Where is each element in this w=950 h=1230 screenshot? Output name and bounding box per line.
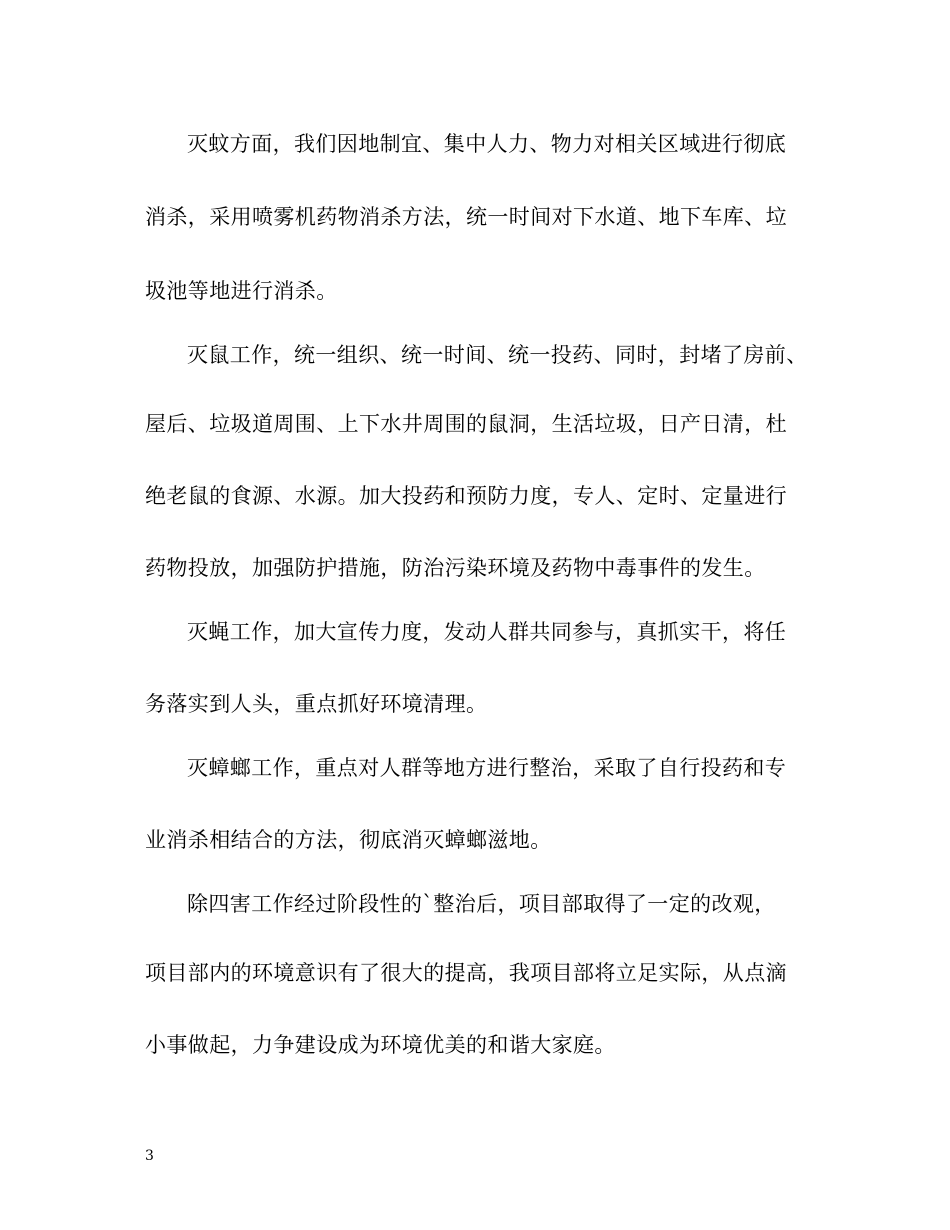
text-line: 圾池等地进行消杀。 [145,279,338,303]
text-line: 除四害工作经过阶段性的`整治后，项目部取得了一定的改观， [187,892,776,916]
text-line: 屋后、垃圾道周围、上下水井周围的鼠洞，生活垃圾，日产日清，杜 [145,412,787,436]
text-line: 药物投放，加强防护措施，防治污染环境及药物中毒事件的发生。 [145,556,766,580]
text-line: 小事做起，力争建设成为环境优美的和谐大家庭。 [145,1033,616,1057]
text-line: 项目部内的环境意识有了很大的提高，我项目部将立足实际，从点滴 [145,961,787,985]
page-number: 3 [145,1148,154,1164]
text-line: 灭蟑螂工作，重点对人群等地方进行整治，采取了自行投药和专 [187,756,787,780]
text-line: 消杀，采用喷雾机药物消杀方法，统一时间对下水道、地下车库、垃 [145,205,787,229]
text-line: 务落实到人头，重点抓好环境清理。 [145,692,488,716]
text-line: 绝老鼠的食源、水源。加大投药和预防力度，专人、定时、定量进行 [145,484,787,508]
text-line: 灭蝇工作，加大宣传力度，发动人群共同参与，真抓实干，将任 [187,620,787,644]
text-line: 灭鼠工作，统一组织、统一时间、统一投药、同时，封堵了房前、 [187,343,808,367]
text-line: 灭蚊方面，我们因地制宜、集中人力、物力对相关区域进行彻底 [187,132,787,156]
text-line: 业消杀相结合的方法，彻底消灭蟑螂滋地。 [145,828,552,852]
